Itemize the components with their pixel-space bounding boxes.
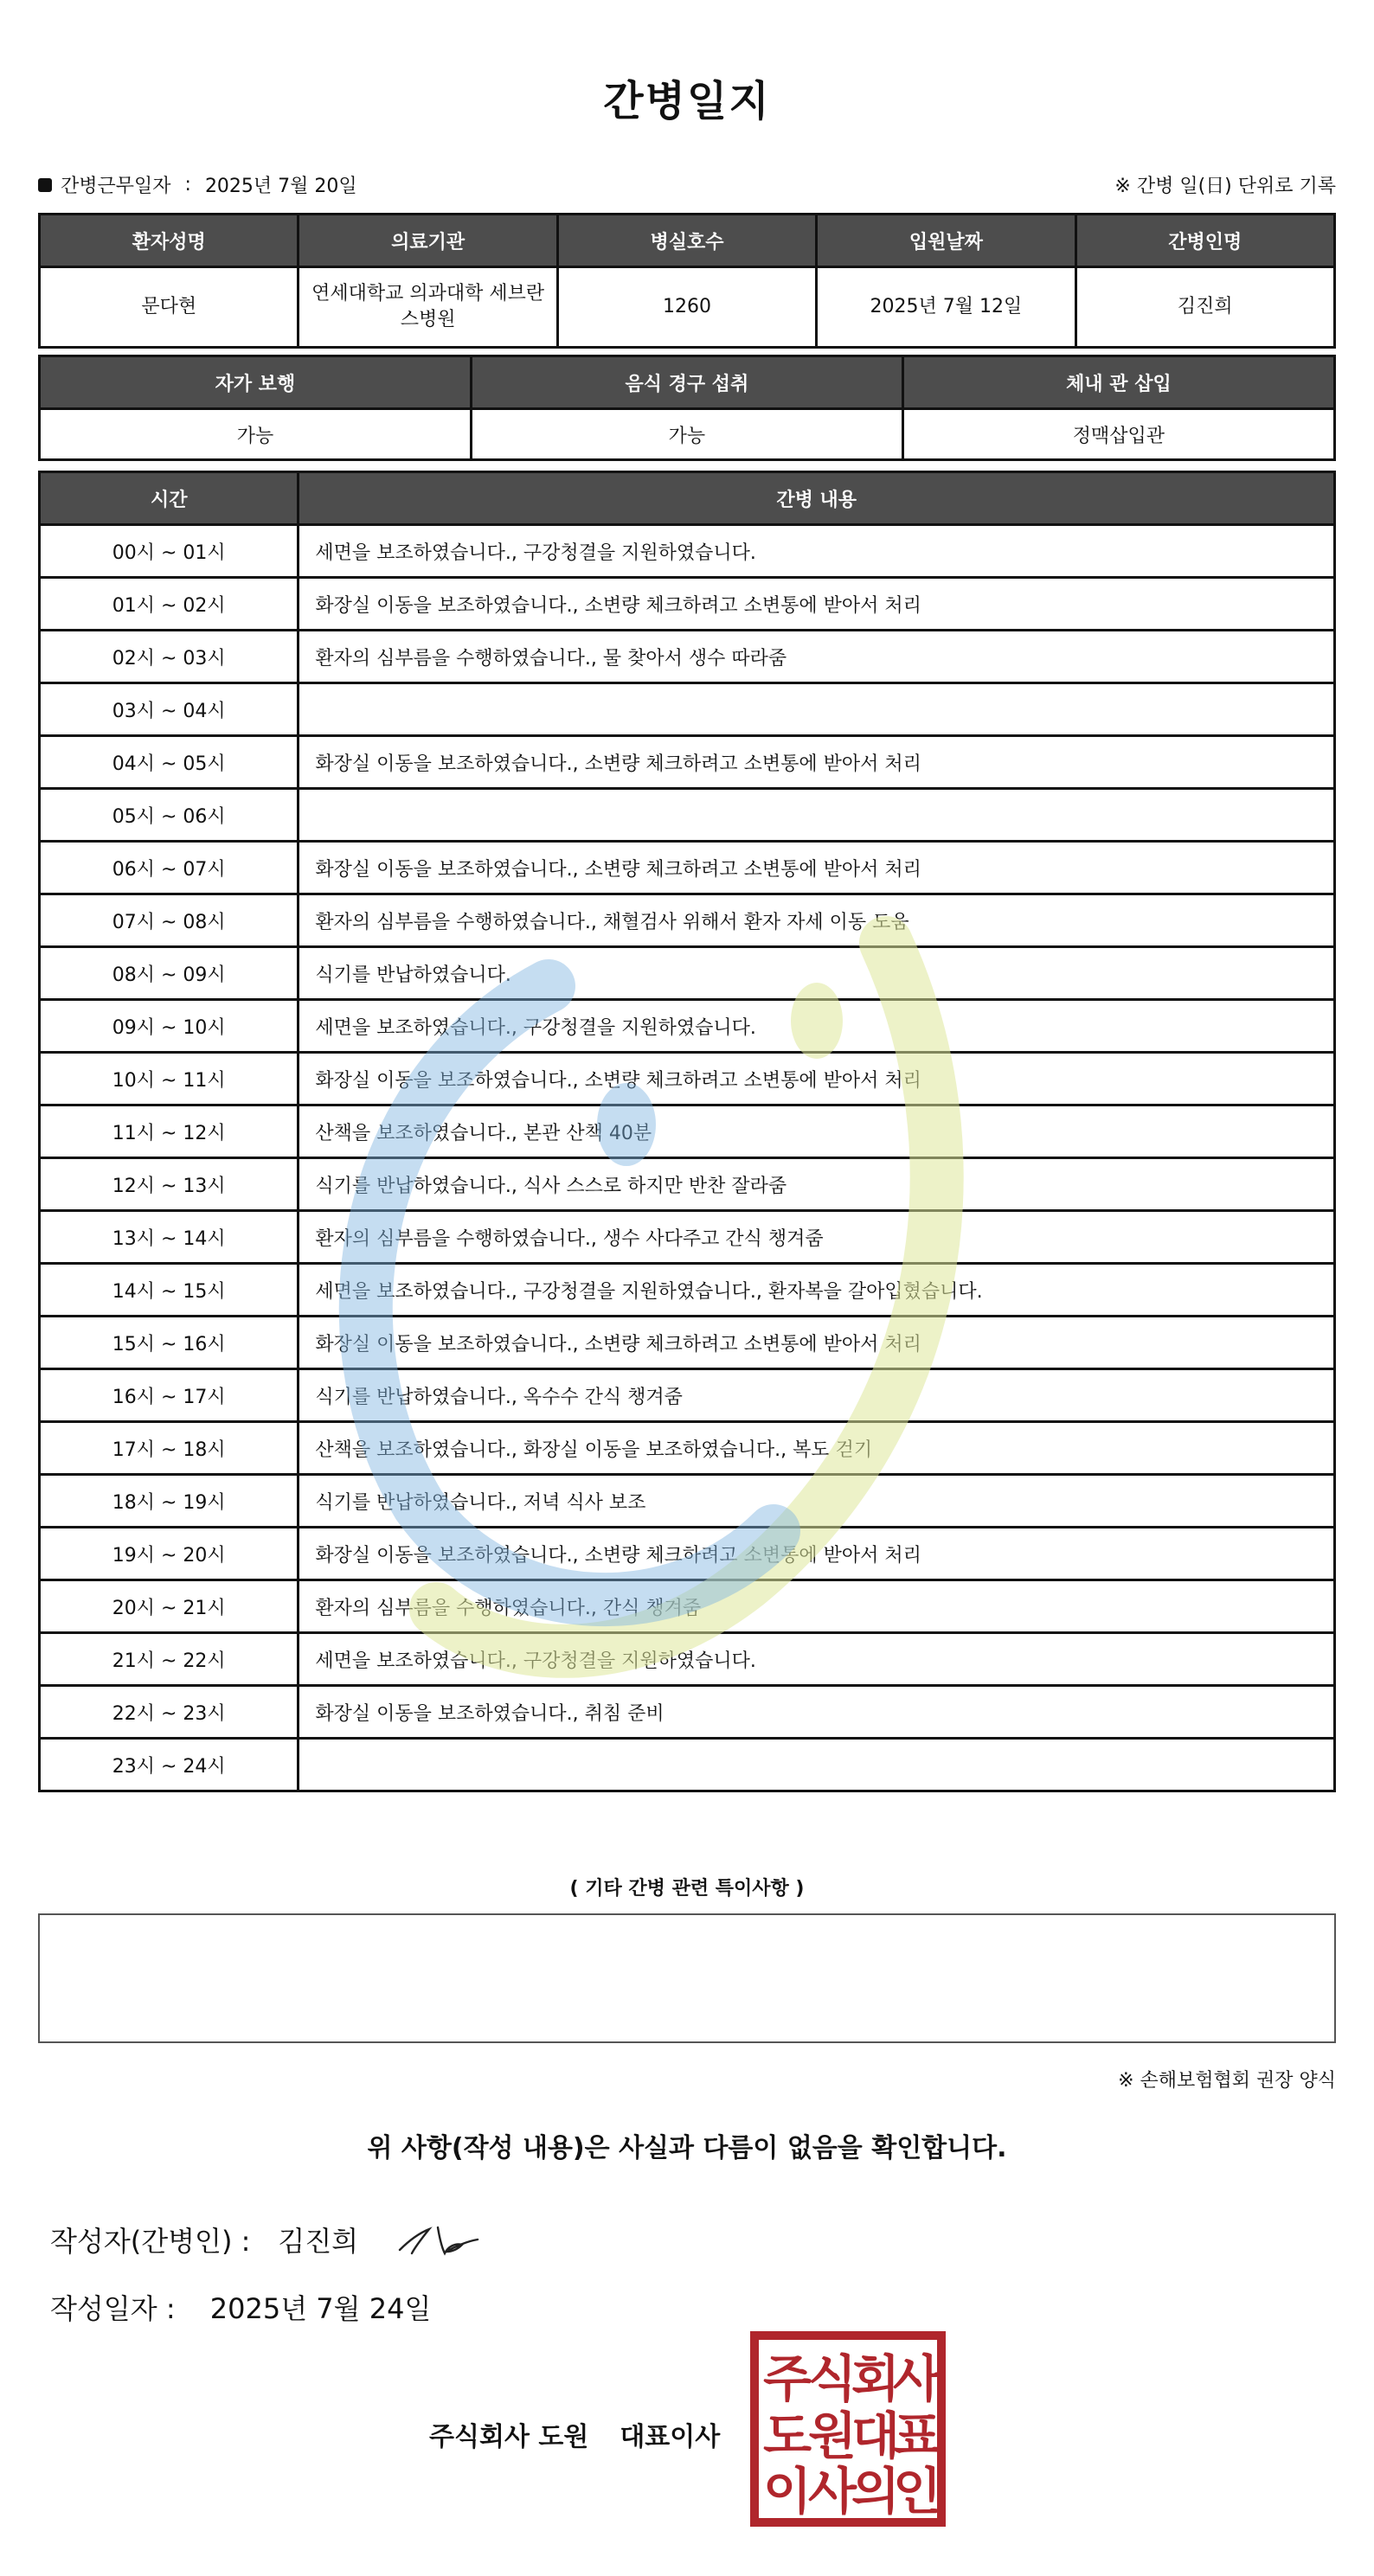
company-line: [429, 2415, 720, 2453]
time-cell: 23시 ~ 24시: [40, 1739, 299, 1791]
svg-text:대: 대: [851, 2406, 901, 2465]
time-cell: 02시 ~ 03시: [40, 631, 299, 683]
care-content-cell: 화장실 이동을 보조하였습니다., 소변량 체크하려고 소변통에 받아서 처리: [299, 578, 1335, 631]
care-content-cell: 식기를 반납하였습니다., 옥수수 간식 챙겨줌: [299, 1369, 1335, 1422]
time-cell: 06시 ~ 07시: [40, 842, 299, 894]
svg-text:도: 도: [762, 2406, 812, 2465]
header-room-number: 병실호수: [557, 215, 816, 267]
table-row: [40, 631, 1335, 683]
table-row: [40, 1528, 1335, 1580]
caregiver-name: 김진희: [1075, 267, 1334, 348]
care-content-cell: 환자의 심부름을 수행하였습니다., 생수 사다주고 간식 챙겨줌: [299, 1211, 1335, 1264]
time-cell: 08시 ~ 09시: [40, 947, 299, 1000]
work-date-value: 2025년 7월 20일: [204, 176, 357, 197]
work-date-label: 간병근무일자: [61, 176, 171, 197]
header-tube-insertion: 체내 관 삽입: [902, 356, 1334, 409]
writer-name: 김진희: [278, 2225, 359, 2258]
care-content-cell: 환자의 심부름을 수행하였습니다., 채혈검사 위해서 환자 자세 이동 도움: [299, 894, 1335, 947]
table-row: [40, 1580, 1335, 1633]
time-cell: 05시 ~ 06시: [40, 789, 299, 842]
time-cell: 18시 ~ 19시: [40, 1475, 299, 1528]
patient-name: 문다현: [40, 267, 299, 348]
svg-text:사: 사: [892, 2349, 942, 2408]
care-content-cell: 화장실 이동을 보조하였습니다., 취침 준비: [299, 1686, 1335, 1739]
table-row: [40, 1211, 1335, 1264]
header-care-content: 간병 내용: [299, 472, 1335, 525]
oral-intake-status: 가능: [471, 409, 902, 460]
log-body: [40, 525, 1335, 1791]
time-cell: 17시 ~ 18시: [40, 1422, 299, 1475]
care-content-cell: 세면을 보조하였습니다., 구강청결을 지원하였습니다.: [299, 1633, 1335, 1686]
svg-text:의: 의: [851, 2462, 901, 2521]
walking-status: 가능: [40, 409, 472, 460]
svg-text:식: 식: [807, 2349, 857, 2408]
company-seal-icon: [749, 2330, 947, 2528]
svg-text:회: 회: [851, 2349, 901, 2408]
care-content-cell: [299, 683, 1335, 736]
table-row: [40, 1317, 1335, 1369]
table-row: [40, 1264, 1335, 1317]
care-content-cell: 화장실 이동을 보조하였습니다., 소변량 체크하려고 소변통에 받아서 처리: [299, 1528, 1335, 1580]
time-cell: 00시 ~ 01시: [40, 525, 299, 578]
time-cell: 13시 ~ 14시: [40, 1211, 299, 1264]
time-cell: 09시 ~ 10시: [40, 1000, 299, 1053]
notes-box: [38, 1913, 1336, 2043]
time-cell: 01시 ~ 02시: [40, 578, 299, 631]
table-row: [40, 842, 1335, 894]
writer-line: [50, 2220, 488, 2259]
time-cell: 03시 ~ 04시: [40, 683, 299, 736]
table-row: [40, 1686, 1335, 1739]
table-row: [40, 894, 1335, 947]
table-row: [40, 1105, 1335, 1158]
table-row: [40, 1739, 1335, 1791]
written-date-line: [50, 2287, 431, 2327]
svg-text:인: 인: [892, 2462, 942, 2521]
table-row: [40, 578, 1335, 631]
care-content-cell: [299, 1739, 1335, 1791]
time-cell: 19시 ~ 20시: [40, 1528, 299, 1580]
patient-value-row: [40, 267, 1335, 348]
care-content-cell: 화장실 이동을 보조하였습니다., 소변량 체크하려고 소변통에 받아서 처리: [299, 842, 1335, 894]
care-content-cell: 환자의 심부름을 수행하였습니다., 물 찾아서 생수 따라줌: [299, 631, 1335, 683]
header-patient-name: 환자성명: [40, 215, 299, 267]
status-value-row: [40, 409, 1335, 460]
work-date-separator: :: [184, 174, 191, 195]
svg-text:주: 주: [762, 2349, 812, 2408]
time-cell: 11시 ~ 12시: [40, 1105, 299, 1158]
room-number: 1260: [557, 267, 816, 348]
table-row: [40, 683, 1335, 736]
care-content-cell: 세면을 보조하였습니다., 구강청결을 지원하였습니다.: [299, 525, 1335, 578]
document-title: 간병일지: [603, 77, 771, 125]
care-content-cell: 식기를 반납하였습니다.: [299, 947, 1335, 1000]
signature-icon: [393, 2220, 488, 2259]
table-row: [40, 947, 1335, 1000]
header-caregiver-name: 간병인명: [1075, 215, 1334, 267]
care-content-cell: 화장실 이동을 보조하였습니다., 소변량 체크하려고 소변통에 받아서 처리: [299, 736, 1335, 789]
patient-status-table: [38, 355, 1336, 461]
time-cell: 20시 ~ 21시: [40, 1580, 299, 1633]
care-content-cell: 화장실 이동을 보조하였습니다., 소변량 체크하려고 소변통에 받아서 처리: [299, 1317, 1335, 1369]
time-cell: 22시 ~ 23시: [40, 1686, 299, 1739]
time-cell: 12시 ~ 13시: [40, 1158, 299, 1211]
patient-info-table: [38, 213, 1336, 349]
table-row: [40, 1369, 1335, 1422]
care-content-cell: 식기를 반납하였습니다., 저녁 식사 보조: [299, 1475, 1335, 1528]
company-name: 주식회사 도원: [429, 2422, 589, 2452]
table-row: [40, 1475, 1335, 1528]
square-bullet-icon: [38, 178, 52, 192]
hospital-name: 연세대학교 의과대학 세브란스병원: [299, 267, 557, 348]
svg-text:이: 이: [762, 2462, 812, 2521]
time-cell: 21시 ~ 22시: [40, 1633, 299, 1686]
svg-text:원: 원: [807, 2406, 857, 2465]
table-row: [40, 1053, 1335, 1105]
work-date: [38, 171, 357, 198]
hourly-care-log-table: [38, 471, 1336, 1792]
time-cell: 07시 ~ 08시: [40, 894, 299, 947]
table-row: [40, 1000, 1335, 1053]
unit-note: ※ 간병 일(日) 단위로 기록: [1114, 176, 1336, 197]
care-content-cell: 환자의 심부름을 수행하였습니다., 간식 챙겨줌: [299, 1580, 1335, 1633]
date-label: 작성일자 :: [50, 2292, 176, 2325]
confirmation-statement: 위 사항(작성 내용)은 사실과 다름이 없음을 확인합니다.: [367, 2133, 1007, 2163]
table-row: [40, 789, 1335, 842]
svg-text:사: 사: [807, 2462, 857, 2521]
time-cell: 04시 ~ 05시: [40, 736, 299, 789]
time-cell: 10시 ~ 11시: [40, 1053, 299, 1105]
time-cell: 14시 ~ 15시: [40, 1264, 299, 1317]
care-content-cell: [299, 789, 1335, 842]
status-header-row: [40, 356, 1335, 409]
header-oral-intake: 음식 경구 섭취: [471, 356, 902, 409]
table-row: [40, 1633, 1335, 1686]
header-hospital: 의료기관: [299, 215, 557, 267]
care-content-cell: 산책을 보조하였습니다., 본관 산책 40분: [299, 1105, 1335, 1158]
svg-text:표: 표: [892, 2406, 942, 2465]
header-time: 시간: [40, 472, 299, 525]
table-row: [40, 525, 1335, 578]
admission-date: 2025년 7월 12일: [817, 267, 1075, 348]
care-content-cell: 세면을 보조하였습니다., 구강청결을 지원하였습니다., 환자복을 갈아입혔습니다.: [299, 1264, 1335, 1317]
tube-insertion-status: 정맥삽입관: [902, 409, 1334, 460]
care-content-cell: 세면을 보조하였습니다., 구강청결을 지원하였습니다.: [299, 1000, 1335, 1053]
caregiving-log-page: [38, 0, 1336, 2576]
care-content-cell: 식기를 반납하였습니다., 식사 스스로 하지만 반찬 잘라줌: [299, 1158, 1335, 1211]
time-cell: 16시 ~ 17시: [40, 1369, 299, 1422]
company-title: 대표이사: [620, 2422, 721, 2452]
table-row: [40, 1158, 1335, 1211]
writer-label: 작성자(간병인) :: [50, 2225, 251, 2258]
care-content-cell: 산책을 보조하였습니다., 화장실 이동을 보조하였습니다., 복도 걷기: [299, 1422, 1335, 1475]
date-value: 2025년 7월 24일: [209, 2292, 432, 2325]
table-row: [40, 736, 1335, 789]
notes-title: ( 기타 간병 관련 특이사항 ): [569, 1878, 805, 1900]
recommend-note: ※ 손해보험협회 권장 양식: [1118, 2070, 1336, 2092]
time-cell: 15시 ~ 16시: [40, 1317, 299, 1369]
header-admission-date: 입원날짜: [817, 215, 1075, 267]
patient-header-row: [40, 215, 1335, 267]
care-content-cell: 화장실 이동을 보조하였습니다., 소변량 체크하려고 소변통에 받아서 처리: [299, 1053, 1335, 1105]
log-header-row: [40, 472, 1335, 525]
header-walking: 자가 보행: [40, 356, 472, 409]
table-row: [40, 1422, 1335, 1475]
